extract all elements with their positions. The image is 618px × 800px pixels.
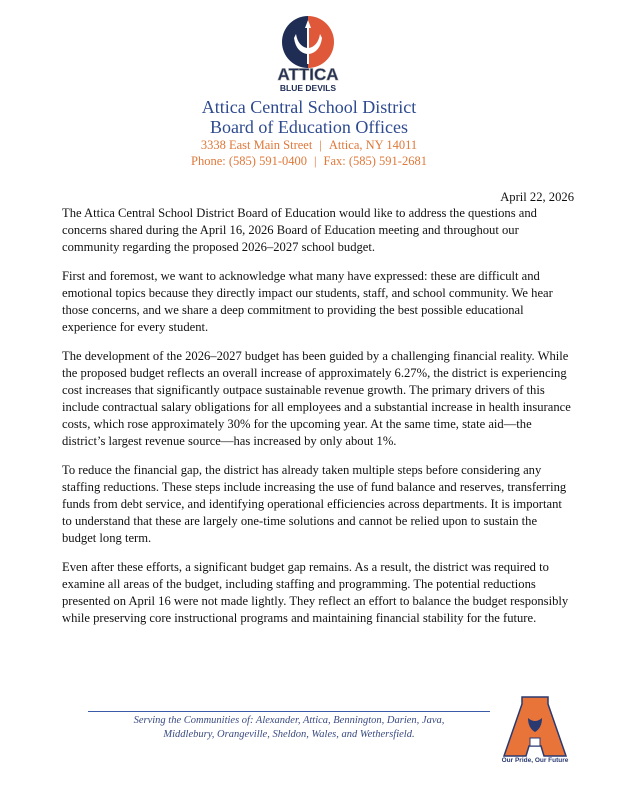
street: 3338 East Main Street <box>200 138 313 152</box>
paragraph: Even after these efforts, a significant budget gap remains. As a result, the district was required to examine all areas of the budget, including staffing and programming. The potential reductions presented on April 16 were not made lightly. They reflect an effort to balance the budget responsibly while preserving core instructional programs and maintaining financial stability for the future. <box>62 560 569 625</box>
footer-tagline: Our Pride, Our Future <box>501 757 569 764</box>
city: Attica, NY 14011 <box>328 138 418 152</box>
footer-divider <box>88 711 490 712</box>
phone: Phone: (585) 591-0400 <box>191 154 307 168</box>
svg-text:ATTICA: ATTICA <box>277 65 339 84</box>
footer-line: Serving the Communities of: Alexander, Attica, Bennington, Darien, Java, <box>133 715 445 726</box>
paragraph: The development of the 2026–2027 budget has been guided by a challenging financial reality. While the proposed budget reflects an overall increase of approximately 6.27%, the district is experiencing cost increases that significantly outpace sustainable revenue growth. The primary drivers of this include contractual salary obligations for all employees and a substantial increase in health insurance costs, which rose approximately 30% for the upcoming year. At the same time, state aid—the district’s largest revenue source—has increased by only about 1%. <box>62 349 571 448</box>
letter-date: April 22, 2026 <box>500 190 574 204</box>
paragraph: First and foremost, we want to acknowledge what many have expressed: these are difficult and emotional topics because they directly impact our students, staff, and school community. We hear those concerns, and we share a deep commitment to providing the best possible educational experience for every student. <box>62 269 553 334</box>
fax: Fax: (585) 591-2681 <box>323 154 427 168</box>
office-name: Board of Education Offices <box>209 117 409 137</box>
address-line <box>0 138 618 153</box>
attica-a-logo <box>500 696 570 758</box>
separator: | <box>313 154 317 168</box>
svg-text:BLUE DEVILS: BLUE DEVILS <box>279 83 337 93</box>
paragraph: The Attica Central School District Board of Education would like to address the questions and concerns shared during the April 16, 2026 Board of Education meeting and throughout our community regarding the proposed 2026–2027 school budget. <box>62 206 537 254</box>
separator: | <box>319 138 322 152</box>
district-name: Attica Central School District <box>201 97 417 117</box>
contact-line <box>0 154 618 169</box>
footer-communities <box>88 714 490 742</box>
footer-line: Middlebury, Orangeville, Sheldon, Wales, and Wethersfield. <box>163 729 415 740</box>
paragraph: To reduce the financial gap, the district has already taken multiple steps before considering any staffing reductions. These steps include increasing the use of fund balance and reserves, transferring funds from debt service, and identifying operational efficiencies across departments. It is important to understand that these are largely one-time solutions and cannot be relied upon to sustain the budget long term. <box>62 463 567 545</box>
letter-body <box>62 205 572 639</box>
attica-blue-devils-logo <box>258 14 358 94</box>
